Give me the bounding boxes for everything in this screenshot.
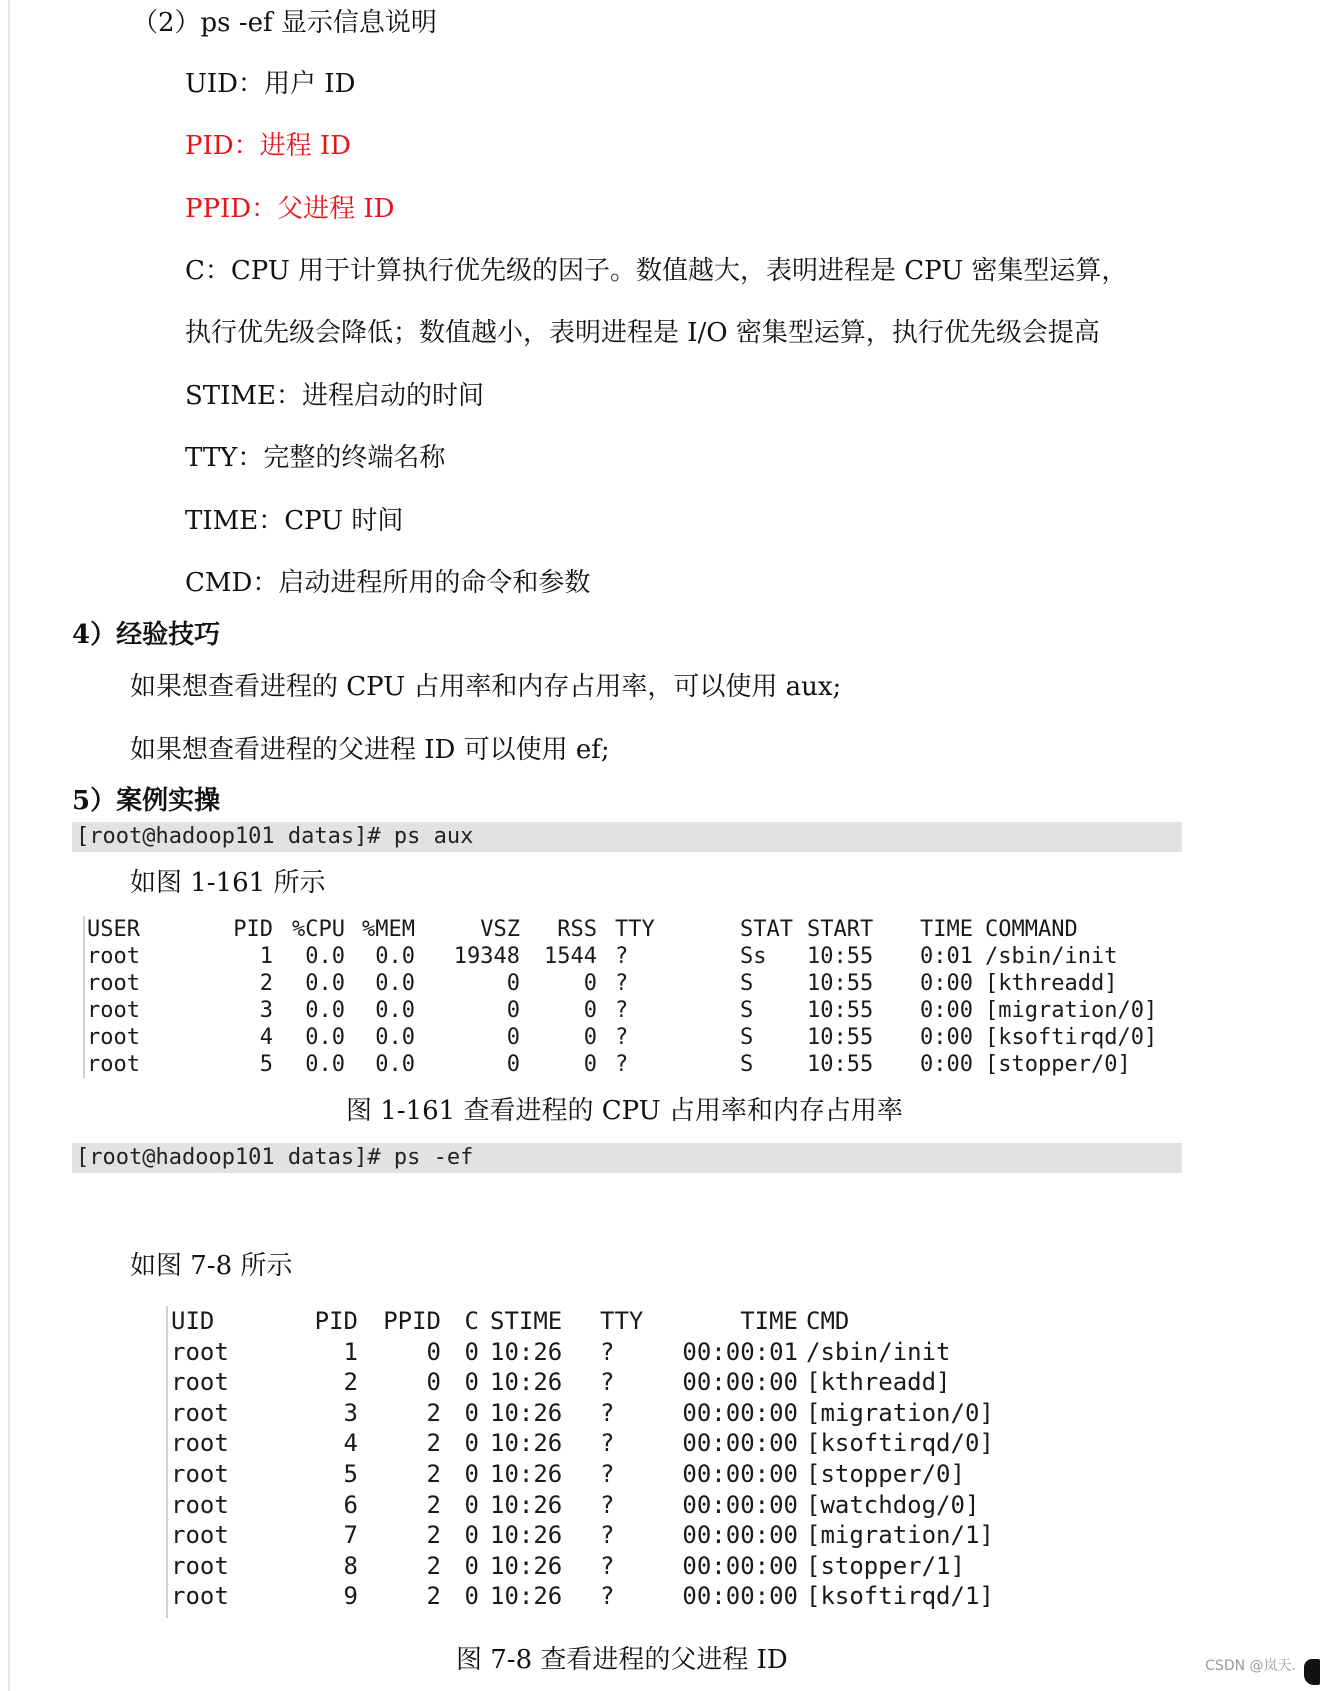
terminal-cell: ?: [600, 1551, 615, 1580]
terminal-cell: Ss: [740, 944, 767, 969]
column-header: TTY: [600, 1307, 644, 1335]
terminal-cell: 4: [343, 1429, 358, 1458]
column-header: COMMAND: [985, 917, 1078, 942]
terminal-cell: 0: [506, 1025, 520, 1050]
terminal-cell: 00:00:00: [682, 1429, 798, 1458]
terminal-cell: 0: [426, 1337, 441, 1366]
terminal-cell: 2: [426, 1398, 441, 1427]
terminal-cell: root: [171, 1429, 229, 1458]
terminal-cell: root: [171, 1398, 229, 1427]
terminal-row: [168, 1490, 1048, 1521]
terminal-cell: ?: [615, 944, 629, 969]
terminal-cell: 0:00: [920, 1052, 973, 1077]
terminal-cell: 0: [506, 1052, 520, 1077]
terminal-cell: 0: [583, 1052, 597, 1077]
command-ps-aux: [root@hadoop101 datas]# ps aux: [72, 822, 1182, 852]
terminal-cell: 6: [343, 1490, 358, 1519]
terminal-row: [168, 1581, 1048, 1612]
terminal-cell: root: [87, 1025, 140, 1050]
uid-description: UID：用户 ID: [185, 69, 356, 99]
tips-line-aux: 如果想查看进程的 CPU 占用率和内存占用率，可以使用 aux;: [130, 672, 842, 702]
terminal-cell: 0.0: [375, 998, 415, 1023]
terminal-cell: 10:26: [490, 1429, 563, 1458]
terminal-cell: root: [87, 998, 140, 1023]
terminal-cell: /sbin/init: [806, 1337, 951, 1366]
corner-mark-icon: [1304, 1659, 1320, 1685]
ps-ef-section-title: （2）ps -ef 显示信息说明: [132, 8, 437, 38]
terminal-cell: 19348: [453, 944, 520, 969]
terminal-cell: 5: [343, 1459, 358, 1488]
column-header: STIME: [490, 1307, 563, 1335]
terminal-cell: 0: [464, 1551, 479, 1580]
terminal-cell: S: [740, 1025, 754, 1050]
terminal-cell: 10:26: [490, 1337, 563, 1366]
column-header: %MEM: [362, 917, 415, 942]
terminal-cell: 0.0: [375, 944, 415, 969]
stime-description: STIME：进程启动的时间: [185, 381, 485, 411]
terminal-cell: 0:00: [920, 971, 973, 996]
terminal-cell: 9: [343, 1582, 358, 1611]
terminal-cell: 2: [426, 1521, 441, 1550]
terminal-cell: 10:26: [490, 1398, 563, 1427]
terminal-cell: root: [171, 1490, 229, 1519]
terminal-cell: ?: [600, 1398, 615, 1427]
terminal-cell: 00:00:00: [682, 1459, 798, 1488]
terminal-row: [168, 1459, 1048, 1490]
column-header: PID: [314, 1307, 358, 1335]
terminal-cell: 0: [506, 971, 520, 996]
terminal-cell: 10:26: [490, 1582, 563, 1611]
terminal-cell: 0.0: [305, 1025, 345, 1050]
terminal-row: [85, 970, 1175, 997]
terminal-cell: ?: [615, 971, 629, 996]
terminal-cell: 0.0: [375, 1052, 415, 1077]
terminal-cell: 0: [583, 1025, 597, 1050]
terminal-row: [168, 1520, 1048, 1551]
terminal-cell: root: [171, 1337, 229, 1366]
column-header: START: [807, 917, 874, 942]
column-header: TTY: [615, 917, 655, 942]
terminal-cell: root: [171, 1551, 229, 1580]
terminal-cell: /sbin/init: [985, 944, 1118, 969]
terminal-cell: 00:00:00: [682, 1490, 798, 1519]
terminal-cell: 0.0: [375, 1025, 415, 1050]
terminal-cell: ?: [600, 1521, 615, 1550]
column-header: C: [464, 1307, 479, 1335]
terminal-cell: root: [171, 1521, 229, 1550]
terminal-cell: 2: [426, 1429, 441, 1458]
terminal-cell: 00:00:00: [682, 1521, 798, 1550]
ppid-description: PPID：父进程 ID: [185, 194, 395, 224]
terminal-cell: [ksoftirqd/1]: [806, 1582, 994, 1611]
terminal-row: [85, 997, 1175, 1024]
figure-ref-aux: 如图 1-161 所示: [130, 868, 326, 898]
terminal-cell: 00:00:01: [682, 1337, 798, 1366]
terminal-row: [168, 1367, 1048, 1398]
terminal-cell: 1: [343, 1337, 358, 1366]
terminal-row: [168, 1428, 1048, 1459]
terminal-cell: 10:55: [807, 1052, 874, 1077]
terminal-cell: 0.0: [305, 998, 345, 1023]
terminal-cell: 10:55: [807, 1025, 874, 1050]
terminal-cell: root: [87, 1052, 140, 1077]
terminal-cell: ?: [615, 998, 629, 1023]
terminal-cell: ?: [600, 1368, 615, 1397]
terminal-cell: 0: [464, 1429, 479, 1458]
terminal-cell: root: [87, 971, 140, 996]
column-header: PPID: [383, 1307, 441, 1335]
terminal-cell: 0.0: [305, 1052, 345, 1077]
terminal-cell: 0:01: [920, 944, 973, 969]
column-header: RSS: [557, 917, 597, 942]
terminal-cell: 1: [259, 944, 273, 969]
terminal-cell: 0: [464, 1521, 479, 1550]
terminal-cell: 10:26: [490, 1521, 563, 1550]
terminal-cell: 2: [426, 1490, 441, 1519]
terminal-row: [85, 943, 1175, 970]
page-left-border: [8, 0, 10, 1691]
terminal-cell: 3: [343, 1398, 358, 1427]
terminal-cell: 0: [583, 971, 597, 996]
terminal-cell: [watchdog/0]: [806, 1490, 980, 1519]
terminal-cell: 0: [464, 1459, 479, 1488]
ps-ef-output: [166, 1306, 1048, 1618]
terminal-row: [168, 1551, 1048, 1582]
terminal-cell: ?: [600, 1582, 615, 1611]
terminal-cell: 2: [426, 1551, 441, 1580]
c-description-line1: C：CPU 用于计算执行优先级的因子。数值越大，表明进程是 CPU 密集型运算，: [185, 256, 1128, 286]
terminal-cell: [kthreadd]: [985, 971, 1118, 996]
column-header: TIME: [920, 917, 973, 942]
terminal-cell: root: [87, 944, 140, 969]
column-header: USER: [87, 917, 140, 942]
terminal-cell: 0.0: [375, 971, 415, 996]
terminal-cell: ?: [615, 1025, 629, 1050]
terminal-cell: [migration/0]: [806, 1398, 994, 1427]
terminal-row: [168, 1398, 1048, 1429]
terminal-cell: 10:26: [490, 1551, 563, 1580]
terminal-cell: 00:00:00: [682, 1582, 798, 1611]
terminal-cell: 0: [464, 1398, 479, 1427]
terminal-cell: root: [171, 1459, 229, 1488]
terminal-cell: 2: [259, 971, 273, 996]
column-header: TIME: [740, 1307, 798, 1335]
terminal-cell: 0.0: [305, 971, 345, 996]
column-header: CMD: [806, 1307, 850, 1335]
column-header: STAT: [740, 917, 793, 942]
terminal-cell: 0: [506, 998, 520, 1023]
csdn-watermark: CSDN @岚天.: [1205, 1658, 1296, 1674]
terminal-cell: ?: [600, 1429, 615, 1458]
terminal-cell: S: [740, 1052, 754, 1077]
terminal-cell: 0: [583, 998, 597, 1023]
terminal-cell: 0:00: [920, 998, 973, 1023]
practice-heading: 5）案例实操: [72, 786, 221, 816]
terminal-cell: 0: [464, 1337, 479, 1366]
terminal-cell: 10:26: [490, 1490, 563, 1519]
terminal-cell: 7: [343, 1521, 358, 1550]
terminal-cell: 0: [464, 1490, 479, 1519]
terminal-cell: 00:00:00: [682, 1551, 798, 1580]
terminal-cell: S: [740, 998, 754, 1023]
column-header: UID: [171, 1307, 215, 1335]
tips-line-ef: 如果想查看进程的父进程 ID 可以使用 ef;: [130, 735, 610, 765]
terminal-cell: 0.0: [305, 944, 345, 969]
figure-ref-ef: 如图 7-8 所示: [130, 1251, 293, 1281]
terminal-cell: root: [171, 1368, 229, 1397]
terminal-cell: 0: [426, 1368, 441, 1397]
terminal-row: [168, 1337, 1048, 1368]
pid-description: PID：进程 ID: [185, 131, 351, 161]
terminal-cell: 4: [259, 1025, 273, 1050]
terminal-cell: 0: [464, 1582, 479, 1611]
terminal-cell: 10:55: [807, 944, 874, 969]
terminal-cell: 5: [259, 1052, 273, 1077]
terminal-cell: 3: [259, 998, 273, 1023]
terminal-cell: [migration/0]: [985, 998, 1158, 1023]
terminal-cell: ?: [600, 1490, 615, 1519]
terminal-cell: 10:55: [807, 998, 874, 1023]
terminal-cell: 1544: [544, 944, 597, 969]
terminal-cell: 2: [426, 1582, 441, 1611]
terminal-cell: ?: [600, 1459, 615, 1488]
cmd-description: CMD：启动进程所用的命令和参数: [185, 568, 591, 598]
terminal-cell: 10:26: [490, 1368, 563, 1397]
terminal-row: [85, 1024, 1175, 1051]
terminal-cell: [stopper/0]: [985, 1052, 1131, 1077]
terminal-cell: S: [740, 971, 754, 996]
terminal-header-row: [168, 1306, 1048, 1337]
terminal-cell: 0: [464, 1368, 479, 1397]
ps-aux-output: [83, 916, 1175, 1078]
caption-aux-figure: 图 1-161 查看进程的 CPU 占用率和内存占用率: [346, 1096, 903, 1126]
column-header: PID: [233, 917, 273, 942]
terminal-cell: 00:00:00: [682, 1368, 798, 1397]
terminal-row: [85, 1051, 1175, 1078]
tty-description: TTY：完整的终端名称: [185, 443, 446, 473]
terminal-cell: [migration/1]: [806, 1521, 994, 1550]
time-description: TIME：CPU 时间: [185, 506, 404, 536]
terminal-cell: 10:26: [490, 1459, 563, 1488]
terminal-cell: 2: [426, 1459, 441, 1488]
terminal-cell: [stopper/0]: [806, 1459, 965, 1488]
terminal-cell: ?: [600, 1337, 615, 1366]
command-ps-ef: [root@hadoop101 datas]# ps -ef: [72, 1143, 1182, 1173]
terminal-cell: 2: [343, 1368, 358, 1397]
column-header: VSZ: [480, 917, 520, 942]
column-header: %CPU: [292, 917, 345, 942]
terminal-cell: [ksoftirqd/0]: [806, 1429, 994, 1458]
caption-ef-figure: 图 7-8 查看进程的父进程 ID: [456, 1645, 788, 1675]
terminal-cell: 10:55: [807, 971, 874, 996]
terminal-cell: 8: [343, 1551, 358, 1580]
terminal-header-row: [85, 916, 1175, 943]
terminal-cell: ?: [615, 1052, 629, 1077]
terminal-cell: 0:00: [920, 1025, 973, 1050]
terminal-cell: 00:00:00: [682, 1398, 798, 1427]
terminal-cell: [kthreadd]: [806, 1368, 951, 1397]
terminal-cell: root: [171, 1582, 229, 1611]
terminal-cell: [stopper/1]: [806, 1551, 965, 1580]
c-description-line2: 执行优先级会降低；数值越小，表明进程是 I/O 密集型运算，执行优先级会提高: [185, 318, 1100, 348]
tips-heading: 4）经验技巧: [72, 620, 221, 650]
terminal-cell: [ksoftirqd/0]: [985, 1025, 1158, 1050]
